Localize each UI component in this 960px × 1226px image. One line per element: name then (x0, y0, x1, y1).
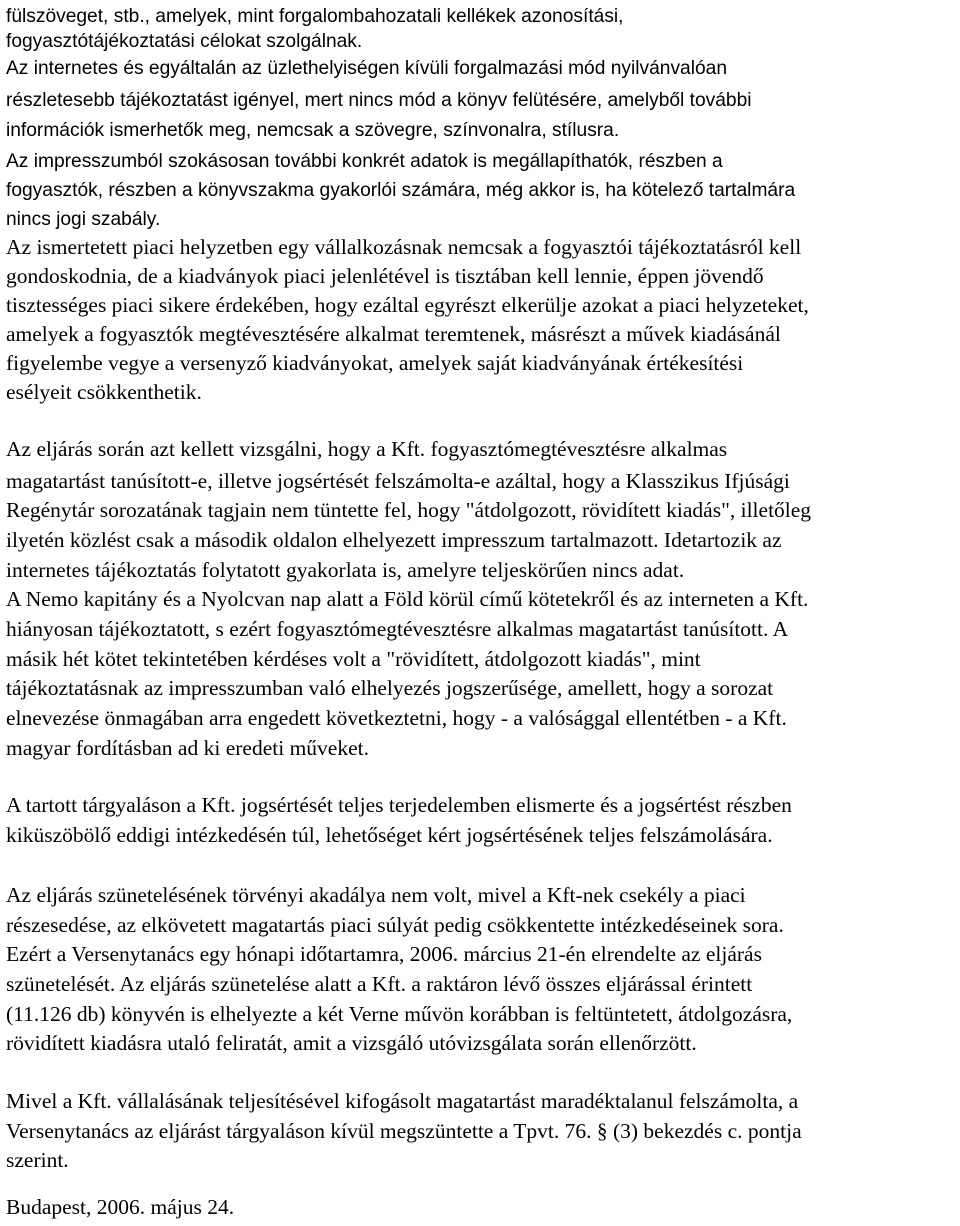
paragraph-line: A Nemo kapitány és a Nyolcvan nap alatt a Föld körül című kötetekről és az interneten a Kft. (6, 587, 809, 611)
paragraph-line: Az internetes és egyáltalán az üzlethelyiségen kívüli forgalmazási mód nyilvánvalóan (6, 58, 727, 79)
paragraph-line: magyar fordításban ad ki eredeti műveket. (6, 736, 369, 760)
paragraph-line: Regénytár sorozatának tagjain nem tüntette fel, hogy "átdolgozott, rövidített kiadás", illetőleg (6, 498, 812, 522)
paragraph-line: gondoskodnia, de a kiadványok piaci jelenlétével is tisztában kell lennie, éppen jövendő (6, 264, 764, 288)
paragraph-line: internetes tájékoztatás folytatott gyakorlata is, amelyre teljeskörűen nincs adat. (6, 558, 685, 582)
paragraph-line: esélyeit csökkenthetik. (6, 380, 202, 404)
paragraph-line: figyelembe vegye a versenyző kiadványokat, amelyek saját kiadványának értékesítési (6, 351, 744, 375)
paragraph-line: Az eljárás során azt kellett vizsgálni, hogy a Kft. fogyasztómegtévesztésre alkalmas (6, 437, 728, 461)
paragraph-line: amelyek a fogyasztók megtévesztésére alkalmat teremtenek, másrészt a művek kiadásánál (6, 322, 781, 346)
paragraph-line: információk ismerhetők meg, nemcsak a szövegre, színvonalra, stílusra. (6, 120, 620, 141)
paragraph-line: elnevezése önmagában arra engedett következtetni, hogy - a valósággal ellentétben - a Kft. (6, 706, 787, 730)
document-date: Budapest, 2006. május 24. (6, 1195, 235, 1219)
paragraph-line: rövidített kiadásra utaló feliratát, amit a vizsgáló utóvizsgálata során ellenőrzött. (6, 1031, 697, 1055)
paragraph-line: fogyasztótájékoztatási célokat szolgálnak. (6, 31, 363, 52)
paragraph-line: A tartott tárgyaláson a Kft. jogsértését teljes terjedelemben elismerte és a jogsértést részben (6, 793, 792, 817)
paragraph-line: Ezért a Versenytanács egy hónapi időtartamra, 2006. március 21-én elrendelte az eljárás (6, 942, 762, 966)
paragraph-line: kiküszöbölő eddigi intézkedésén túl, lehetőséget kért jogsértésének teljes felszámolására. (6, 823, 773, 847)
paragraph-line: nincs jogi szabály. (6, 209, 161, 230)
paragraph-line: másik hét kötet tekintetében kérdéses volt a "rövidített, átdolgozott kiadás", mint (6, 647, 701, 671)
paragraph-line: (11.126 db) könyvén is elhelyezte a két Verne művön korábban is feltüntetett, átdolgozásra, (6, 1002, 793, 1026)
paragraph-line: részletesebb tájékoztatást igényel, mert nincs mód a könyv felütésére, amelyből további (6, 90, 752, 111)
paragraph-line: Az impresszumból szokásosan további konkrét adatok is megállapíthatók, részben a (6, 151, 723, 172)
paragraph-line: szünetelését. Az eljárás szünetelése alatt a Kft. a raktáron lévő összes eljárással érintett (6, 972, 753, 996)
paragraph-line: Versenytanács az eljárást tárgyaláson kívül megszüntette a Tpvt. 76. § (3) bekezdés c. pontja (6, 1119, 802, 1143)
paragraph-line: fogyasztók, részben a könyvszakma gyakorlói számára, még akkor is, ha kötelező tartalmára (6, 180, 796, 201)
paragraph-line: részesedése, az elkövetett magatartás piaci súlyát pedig csökkentette intézkedéseinek sora. (6, 913, 784, 937)
paragraph-line: ilyetén közlést csak a második oldalon elhelyezett impresszum tartalmazott. Idetartozik az (6, 528, 782, 552)
paragraph-line: Az eljárás szünetelésének törvényi akadálya nem volt, mivel a Kft-nek csekély a piaci (6, 883, 746, 907)
paragraph-line: magatartást tanúsított-e, illetve jogsértését felszámolta-e azáltal, hogy a Klasszikus Ifjúsági (6, 469, 790, 493)
paragraph-line: fülszöveget, stb., amelyek, mint forgalombahozatali kellékek azonosítási, (6, 6, 624, 27)
paragraph-line: szerint. (6, 1148, 69, 1172)
paragraph-line: Mivel a Kft. vállalásának teljesítésével kifogásolt magatartást maradéktalanul felszámolta, a (6, 1089, 799, 1113)
paragraph-line: hiányosan tájékoztatott, s ezért fogyasztómegtévesztésre alkalmas magatartást tanúsított. A (6, 617, 789, 641)
paragraph-line: tisztességes piaci sikere érdekében, hogy ezáltal egyrészt elkerülje azokat a piaci helyzeteket, (6, 293, 809, 317)
paragraph-line: tájékoztatásnak az impresszumban való elhelyezés jogszerűsége, amellett, hogy a sorozat (6, 676, 774, 700)
paragraph-line: Az ismertetett piaci helyzetben egy vállalkozásnak nemcsak a fogyasztói tájékoztatásról kell (6, 235, 802, 259)
